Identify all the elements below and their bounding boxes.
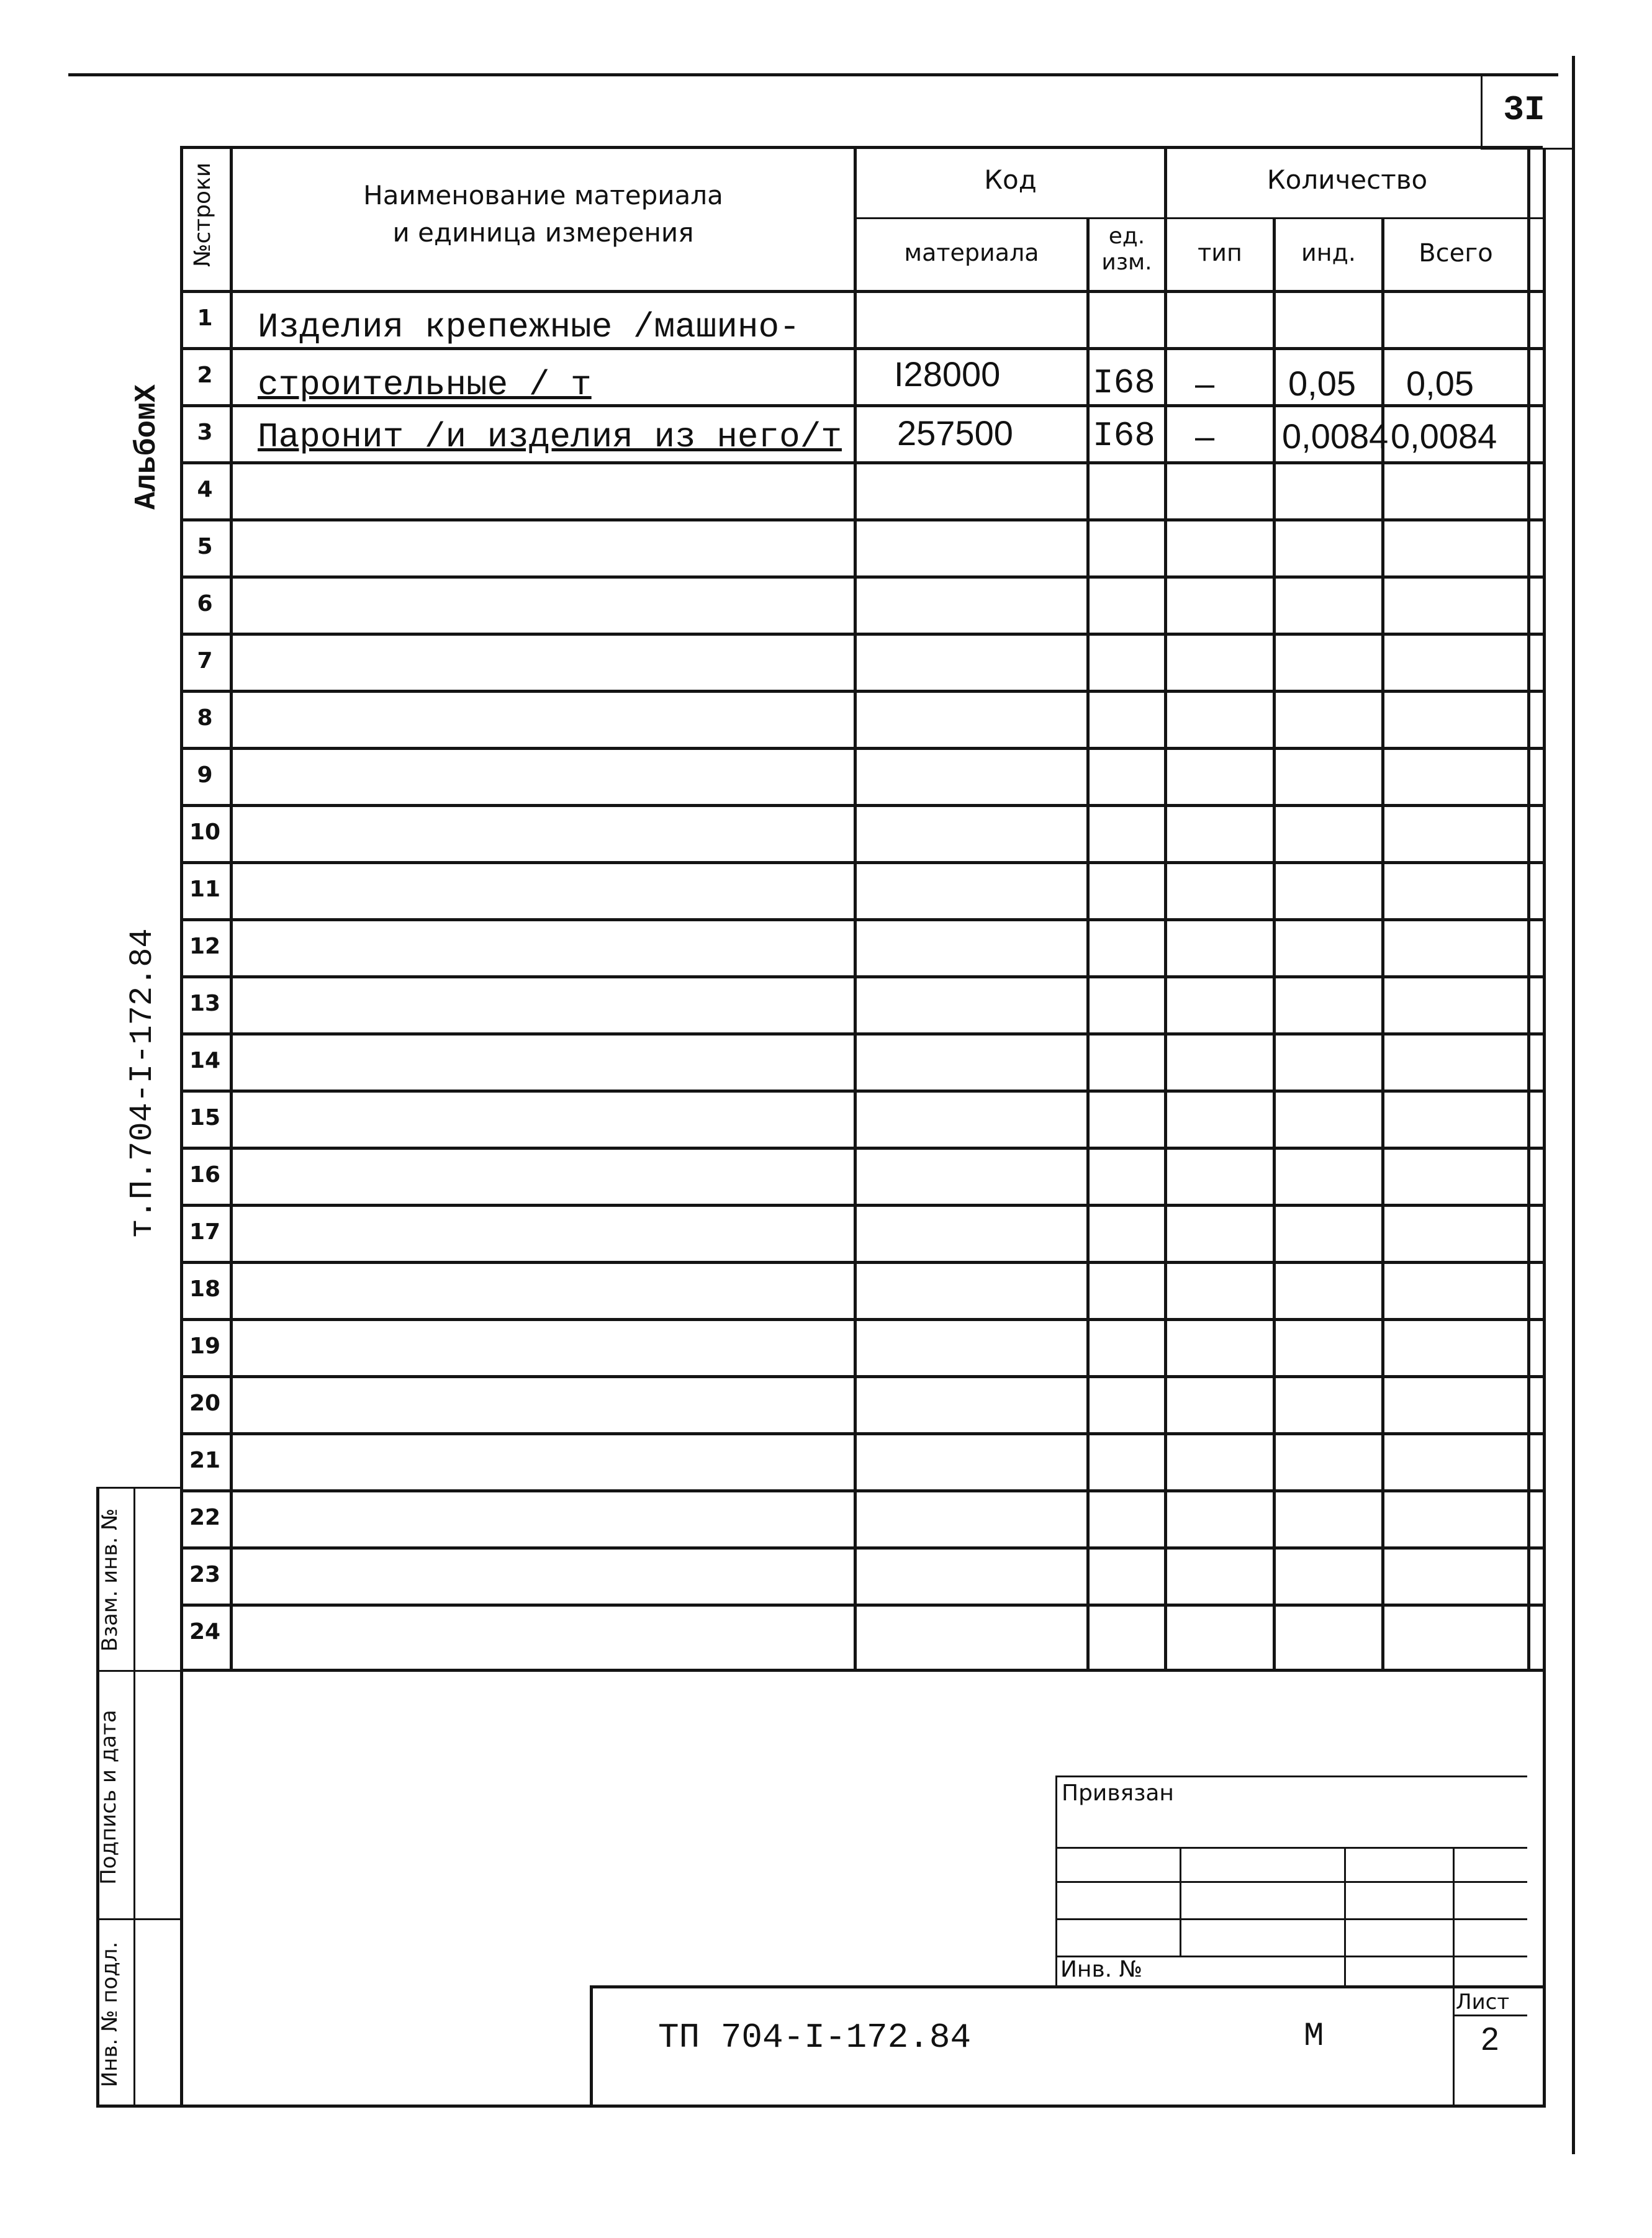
row-line [180,518,1543,521]
bottom-frame-line [96,2105,1546,2108]
side-stamp-podpis: Подпись и дата [96,1710,121,1885]
row-line [180,1604,1543,1607]
row-line [180,461,1543,464]
row-number: 2 [197,363,213,388]
row-number: 9 [197,762,213,788]
row-number: 1 [197,305,213,331]
row-line [180,347,1543,350]
sheet-box-left [1453,1985,1455,2106]
sheet-number: 2 [1481,2021,1499,2057]
row-number: 11 [189,877,221,902]
row-number: 15 [189,1105,221,1130]
main-stamp-left [590,1985,593,2106]
table-top-line [180,146,1543,149]
album-label: АльбомX [130,384,164,510]
row-line [180,861,1543,864]
side-stamp-inv-podl: Инв. № подл. [97,1941,122,2088]
doc-mark: М [1304,2018,1324,2055]
row-2-total: 0,05 [1406,364,1474,403]
row-line [180,1204,1543,1207]
project-code-vertical: т.П.704-I-172.84 [124,928,161,1239]
row-number: 6 [197,591,213,616]
row-2-name: строительные / т [258,365,592,405]
row-line [180,1261,1543,1264]
doc-code: ТП 704-I-172.84 [658,2018,972,2057]
row-line [180,918,1543,921]
row-number: 3 [197,420,213,445]
main-stamp-top [590,1985,1543,1988]
row-2-unit: I68 [1093,363,1155,403]
row-1-name: Изделия крепежные /машино- [258,307,800,347]
row-2-type: – [1195,364,1215,403]
row-2-code: I28000 [894,354,1001,394]
row-3-unit: I68 [1093,416,1155,456]
row-3-ind: 0,0084 [1282,417,1389,456]
header-code-group: Код [984,165,1037,195]
row-number: 23 [189,1562,221,1587]
row-number: 8 [197,705,213,731]
row-number: 7 [197,648,213,674]
inv-no-label: Инв. № [1060,1957,1143,1982]
col-sep-material [1086,217,1090,1670]
row-line [180,747,1543,750]
row-number: 22 [189,1505,221,1530]
row-3-code: 257500 [897,413,1013,453]
row-line [180,975,1543,978]
header-material: материала [904,239,1039,266]
header-name: Наименование материала и единица измерения [363,180,723,248]
row-line [180,575,1543,579]
row-3-type: – [1195,417,1215,456]
row-2-ind: 0,05 [1288,364,1356,403]
privyazan-col-3 [1453,1847,1455,1987]
side-stamp-mid-line [133,1487,135,2108]
header-quantity-group: Количество [1266,165,1428,195]
row-number: 13 [189,991,221,1016]
row-line [180,1546,1543,1550]
table-bottom-line [180,1669,1543,1672]
row-line [180,1432,1543,1435]
side-stamp-vzam: Взам. инв. № [97,1508,122,1652]
header-row-number: №строки [190,162,215,267]
right-outer-border [1572,56,1575,2154]
page-number-box-left [1481,74,1483,149]
table-header-bottom [180,290,1543,293]
row-number: 20 [189,1391,221,1416]
row-number: 5 [197,534,213,559]
side-stamp-top [96,1487,180,1489]
row-number: 12 [189,934,221,959]
row-line [180,1147,1543,1150]
privyazan-line-3 [1055,1918,1527,1920]
col-sep-type [1273,217,1276,1670]
row-number: 14 [189,1048,221,1073]
col-sep-name [854,146,857,1670]
col-sep-right [1527,146,1530,1670]
right-frame-line [1543,149,1546,2105]
row-number: 21 [189,1448,221,1473]
row-number: 24 [189,1619,221,1645]
row-number: 18 [189,1276,221,1302]
row-line [180,1375,1543,1378]
side-stamp-sep-2 [96,1918,180,1920]
col-sep-unit [1164,146,1167,1670]
row-line [180,1318,1543,1321]
side-stamp-sep-1 [96,1670,180,1672]
privyazan-line-2 [1055,1881,1527,1883]
header-total: Всего [1419,239,1493,268]
row-3-name: Паронит /и изделия из него/т [258,417,842,457]
privyazan-col-1 [1180,1847,1181,1956]
sheet-box-sep [1453,2015,1527,2016]
sheet-label: Лист [1456,1990,1510,2015]
row-number: 16 [189,1162,221,1188]
row-line [180,633,1543,636]
header-unit: ед. изм. [1101,223,1152,275]
row-line [180,1090,1543,1093]
row-line [180,1489,1543,1492]
privyazan-top [1055,1776,1527,1777]
row-line [180,690,1543,693]
header-ind: инд. [1301,239,1356,266]
privyazan-col-2 [1344,1847,1346,1987]
privyazan-label: Привязан [1062,1780,1174,1806]
top-border-line [68,73,1558,76]
row-3-total: 0,0084 [1391,417,1497,456]
header-type: тип [1198,239,1242,266]
row-number: 17 [189,1219,221,1245]
row-number: 4 [197,477,213,502]
page-number: 3I [1503,90,1545,130]
row-number: 10 [189,819,221,845]
row-line [180,1032,1543,1036]
table-header-subline [854,217,1543,219]
row-number: 19 [189,1333,221,1359]
row-line [180,804,1543,807]
col-sep-rownum [230,146,233,1670]
privyazan-line-1 [1055,1847,1527,1849]
